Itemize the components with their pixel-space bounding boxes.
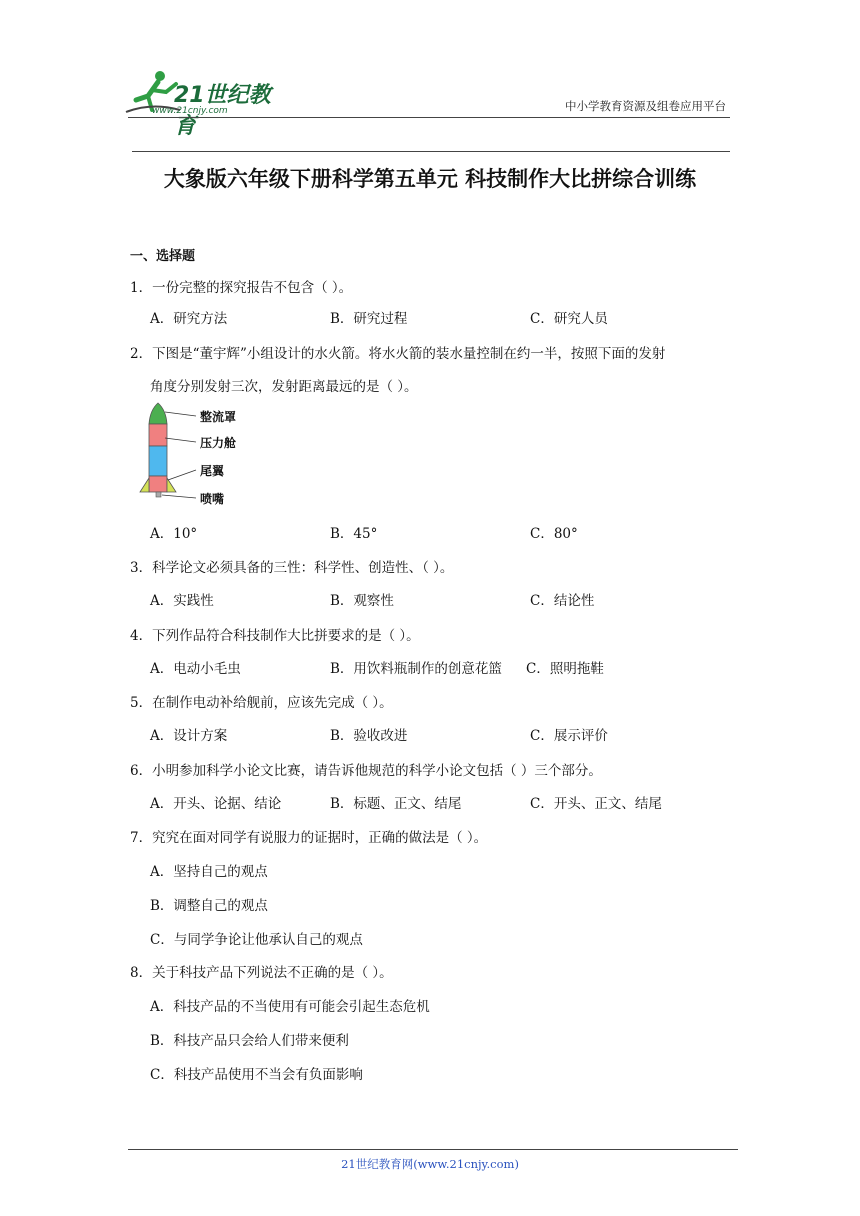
q3-option-c[interactable]: C．结论性 <box>530 593 595 609</box>
q3-option-a[interactable]: A．实践性 <box>150 593 214 609</box>
q2-option-c[interactable]: C．80° <box>530 526 578 542</box>
question-8: 8．关于科技产品下列说法不正确的是（ ）。 <box>130 965 393 981</box>
water-rocket-figure <box>138 400 248 510</box>
q2-option-b[interactable]: B．45° <box>330 526 378 542</box>
q6-option-a[interactable]: A．开头、论据、结论 <box>150 796 282 812</box>
q5-option-b[interactable]: B．验收改进 <box>330 728 408 744</box>
title-divider <box>132 151 730 152</box>
question-1: 1．一份完整的探究报告不包含（ ）。 <box>130 280 353 296</box>
q8-option-c[interactable]: C．科技产品使用不当会有负面影响 <box>150 1067 363 1083</box>
q7-option-b[interactable]: B．调整自己的观点 <box>150 898 268 914</box>
platform-label: 中小学教育资源及组卷应用平台 <box>565 99 726 113</box>
q8-option-b[interactable]: B．科技产品只会给人们带来便利 <box>150 1033 349 1049</box>
section-heading: 一、选择题 <box>130 249 196 264</box>
label-fairing: 整流罩 <box>200 410 237 424</box>
logo-url: www.21cnjy.com <box>152 106 228 116</box>
q2-option-a[interactable]: A．10° <box>150 526 198 542</box>
q4-option-c[interactable]: C．照明拖鞋 <box>526 661 604 677</box>
label-tail-fin: 尾翼 <box>200 464 225 478</box>
header-divider <box>128 117 730 118</box>
q7-option-a[interactable]: A．坚持自己的观点 <box>150 864 268 880</box>
question-3: 3．科学论文必须具备的三性：科学性、创造性、（ ）。 <box>130 560 454 576</box>
q7-option-c[interactable]: C．与同学争论让他承认自己的观点 <box>150 932 363 948</box>
label-nozzle: 喷嘴 <box>200 492 225 506</box>
question-2-line2: 角度分别发射三次，发射距离最远的是（ ）。 <box>150 379 418 395</box>
q3-option-b[interactable]: B．观察性 <box>330 593 394 609</box>
q1-option-c[interactable]: C．研究人员 <box>530 311 608 327</box>
logo <box>122 66 292 139</box>
label-pressure-chamber: 压力舱 <box>200 436 237 450</box>
q1-option-a[interactable]: A．研究方法 <box>150 311 228 327</box>
q6-option-b[interactable]: B．标题、正文、结尾 <box>330 796 462 812</box>
page-title: 大象版六年级下册科学第五单元 科技制作大比拼综合训练 <box>163 166 697 191</box>
question-5: 5．在制作电动补给舰前，应该先完成（ ）。 <box>130 695 393 711</box>
q1-option-b[interactable]: B．研究过程 <box>330 311 408 327</box>
q5-option-c[interactable]: C．展示评价 <box>530 728 608 744</box>
footer-text[interactable]: 21世纪教育网(www.21cnjy.com) <box>341 1157 519 1171</box>
question-7: 7．究究在面对同学有说服力的证据时，正确的做法是（ ）。 <box>130 830 488 846</box>
q4-option-a[interactable]: A．电动小毛虫 <box>150 661 241 677</box>
footer-divider <box>128 1149 738 1150</box>
question-4: 4．下列作品符合科技制作大比拼要求的是（ ）。 <box>130 628 420 644</box>
logo-text: 21世纪教育 <box>174 83 271 139</box>
q4-option-b[interactable]: B．用饮料瓶制作的创意花篮 <box>330 661 502 677</box>
q6-option-c[interactable]: C．开头、正文、结尾 <box>530 796 662 812</box>
q8-option-a[interactable]: A．科技产品的不当使用有可能会引起生态危机 <box>150 999 430 1015</box>
question-2: 2．下图是“董宇辉”小组设计的水火箭。将水火箭的装水量控制在约一半，按照下面的发射 <box>130 346 666 362</box>
q5-option-a[interactable]: A．设计方案 <box>150 728 228 744</box>
question-6: 6．小明参加科学小论文比赛，请告诉他规范的科学小论文包括（ ）三个部分。 <box>130 763 602 779</box>
